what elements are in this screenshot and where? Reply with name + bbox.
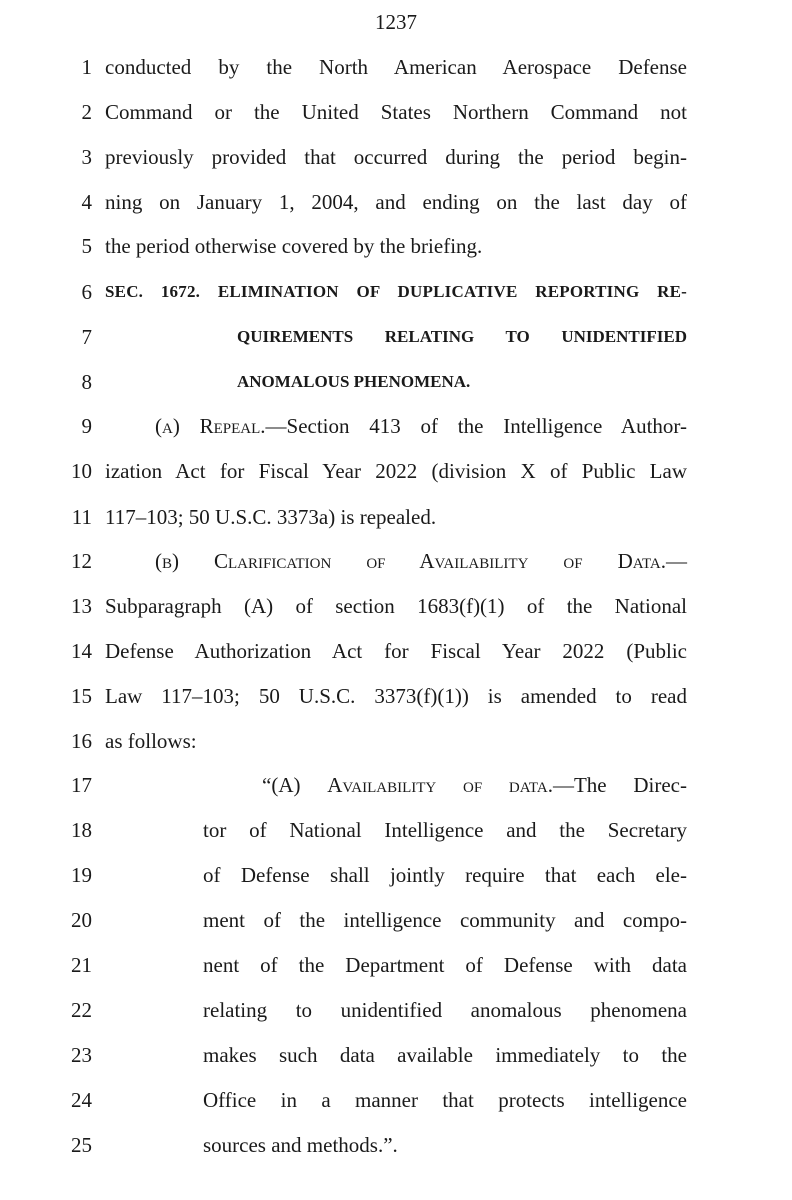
text-line (0, 97, 792, 127)
line-number: 25 (71, 1133, 92, 1157)
subsection-heading: (a) Repeal. (155, 414, 266, 438)
quoted-text-line (0, 1040, 792, 1070)
text-line (0, 681, 792, 711)
line-number: 23 (71, 1043, 92, 1067)
line-number: 14 (71, 639, 92, 663)
text-line (0, 726, 792, 756)
line-text: as follows: (105, 729, 197, 753)
line-number: 2 (81, 100, 92, 124)
line-text-body: — (666, 549, 687, 573)
line-number: 13 (71, 594, 92, 618)
text-line (0, 142, 792, 172)
line-number: 6 (81, 280, 92, 304)
text-line (0, 636, 792, 666)
page-number: 1237 (375, 10, 417, 34)
text-line (0, 231, 792, 261)
quoted-text-line (0, 995, 792, 1025)
line-text: previously provided that occurred during the period begin- (105, 145, 687, 169)
quoted-text-line (0, 1130, 792, 1160)
line-text: ization Act for Fiscal Year 2022 (division X of Public Law (105, 459, 687, 483)
quote-prefix: “(A) (262, 773, 328, 797)
line-text: Subparagraph (A) of section 1683(f)(1) of the National (105, 594, 687, 618)
line-text: nent of the Department of Defense with data (203, 953, 687, 977)
quoted-text-line (0, 770, 792, 800)
line-number: 9 (81, 414, 92, 438)
line-number: 12 (71, 549, 92, 573)
line-text: makes such data available immediately to the (203, 1043, 687, 1067)
text-line (0, 591, 792, 621)
quoted-text-line (0, 1085, 792, 1115)
subparagraph-heading: Availability of data. (327, 773, 553, 797)
line-text: Defense Authorization Act for Fiscal Year 2022 (Public (105, 639, 687, 663)
text-line (0, 546, 792, 576)
line-text: Command or the United States Northern Command not (105, 100, 687, 124)
line-number: 17 (71, 773, 92, 797)
text-line (0, 411, 792, 441)
section-heading-line (0, 277, 792, 307)
line-text: sources and methods.”. (203, 1133, 398, 1157)
line-text: relating to unidentified anomalous phenomena (203, 998, 687, 1022)
text-line (0, 52, 792, 82)
text-line (0, 187, 792, 217)
line-text: 117–103; 50 U.S.C. 3373a) is repealed. (105, 505, 437, 529)
line-text (155, 411, 687, 441)
line-text: the period otherwise covered by the briefing. (105, 234, 483, 258)
section-heading: QUIREMENTS RELATING TO UNIDENTIFIED (237, 327, 687, 346)
section-heading: ANOMALOUS PHENOMENA. (237, 372, 471, 391)
line-text: tor of National Intelligence and the Secretary (203, 818, 687, 842)
line-number: 22 (71, 998, 92, 1022)
line-number: 4 (81, 190, 92, 214)
line-number: 3 (81, 145, 92, 169)
line-number: 8 (81, 370, 92, 394)
line-number: 15 (71, 684, 92, 708)
line-number: 10 (71, 459, 92, 483)
section-heading: SEC. 1672. ELIMINATION OF DUPLICATIVE REPORTING RE- (105, 282, 687, 301)
line-number: 11 (71, 505, 92, 529)
line-text-body: —Section 413 of the Intelligence Author- (265, 414, 687, 438)
section-heading-line (0, 367, 792, 397)
line-number: 24 (71, 1088, 92, 1112)
quoted-text-line (0, 860, 792, 890)
subsection-heading: (b) Clarification of Availability of Data. (155, 549, 666, 573)
line-text (262, 770, 687, 800)
line-text: Office in a manner that protects intelligence (203, 1088, 687, 1112)
line-text: conducted by the North American Aerospace Defense (105, 55, 687, 79)
section-heading-line (0, 322, 792, 352)
line-number: 20 (71, 908, 92, 932)
line-number: 18 (71, 818, 92, 842)
text-line (0, 502, 792, 532)
line-number: 7 (81, 325, 92, 349)
line-number: 19 (71, 863, 92, 887)
quoted-text-line (0, 905, 792, 935)
line-number: 21 (71, 953, 92, 977)
line-number: 1 (81, 55, 92, 79)
line-text: ment of the intelligence community and compo- (203, 908, 687, 932)
line-number: 16 (71, 729, 92, 753)
line-text (155, 546, 687, 576)
text-line (0, 456, 792, 486)
line-text: of Defense shall jointly require that each ele- (203, 863, 687, 887)
quoted-text-line (0, 815, 792, 845)
line-text: Law 117–103; 50 U.S.C. 3373(f)(1)) is amended to read (105, 684, 687, 708)
line-text-body: —The Direc- (552, 773, 687, 797)
quoted-text-line (0, 950, 792, 980)
line-text: ning on January 1, 2004, and ending on the last day of (105, 190, 687, 214)
line-number: 5 (81, 234, 92, 258)
